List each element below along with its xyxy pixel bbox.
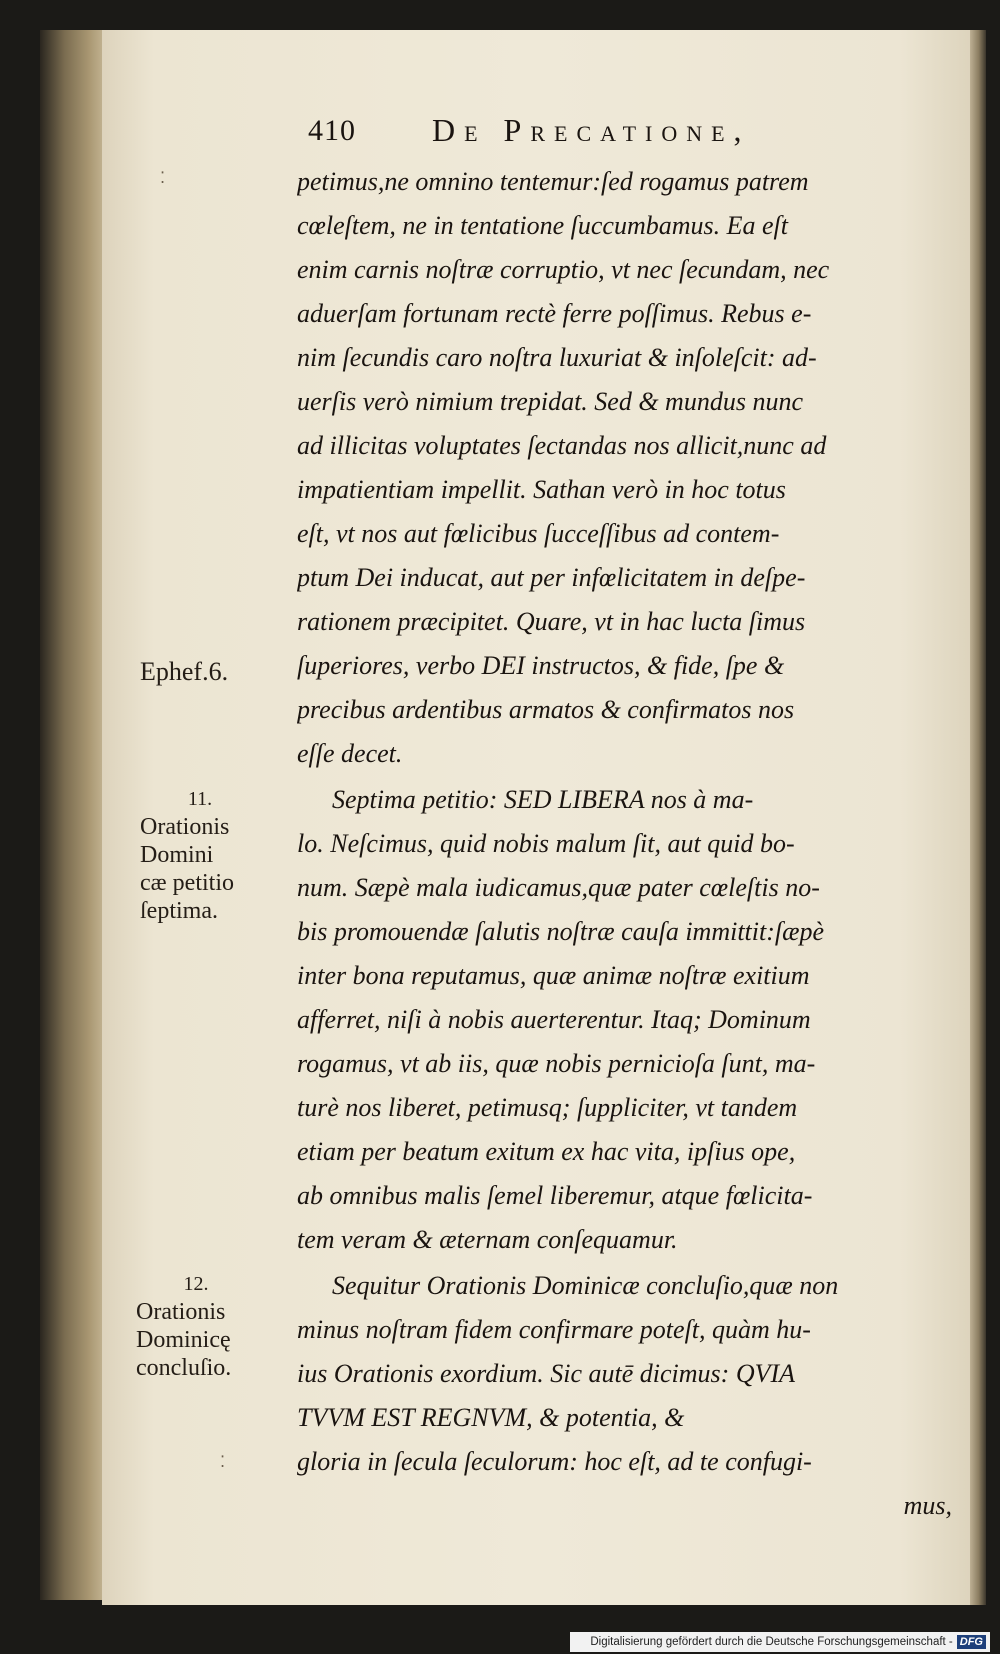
text-line: ab omnibus malis ſemel liberemur, atque fœlicita- [297,1181,813,1210]
margin-note-line: Domini [140,842,214,868]
margin-note-number: 11. [187,788,213,810]
text-line: gloria in ſecula ſeculorum: hoc eſt, ad te confugi- [297,1447,812,1476]
scan-edge-left [40,30,110,1600]
margin-note-11 [140,785,270,925]
margin-mark: ⁚ [220,1454,226,1471]
text-line: eſt, vt nos aut fœlicibus ſucceſſibus ad contem- [297,519,780,548]
margin-note-line: Orationis [136,1299,226,1325]
margin-note-12 [136,1270,266,1382]
text-line: eſſe decet. [297,739,403,768]
text-line: inter bona reputamus, quæ animæ noſtræ exitium [297,961,810,990]
catchword: mus, [903,1491,952,1520]
text-line: nim ſecundis caro noſtra luxuriat & inſoleſcit: ad- [297,343,817,372]
text-line: impatientiam impellit. Sathan verò in hoc totus [297,475,786,504]
digitization-credit [570,1632,990,1652]
text-line: num. Sæpè mala iudicamus,quæ pater cœleſtis no- [297,873,820,902]
dfg-logo: DFG [957,1635,986,1649]
margin-note-ephes: Ephef.6. [140,657,229,686]
text-line: aduerſam fortunam rectè ferre poſſimus. Rebus e- [297,299,812,328]
margin-note-line: Orationis [140,814,230,840]
text-line: etiam per beatum exitum ex hac vita, ipſius ope, [297,1137,796,1166]
text-line: turè nos liberet, petimusq; ſuppliciter, vt tandem [297,1093,798,1122]
text-line: ad illicitas voluptates ſectandas nos allicit,nunc ad [297,431,827,460]
text-line: afferret, niſi à nobis auerterentur. Itaq; Dominum [297,1005,811,1034]
text-line: lo. Neſcimus, quid nobis malum ſit, aut quid bo- [297,829,795,858]
text-line: cœleſtem, ne in tentatione ſuccumbamus. Ea eſt [297,211,788,240]
text-line: TVVM EST REGNVM, & potentia, & [297,1403,685,1432]
text-line: uerſis verò nimium trepidat. Sed & mundus nunc [297,387,803,416]
scan-edge-right [968,30,986,1605]
text-line: rogamus, vt ab iis, quæ nobis pernicioſa ſunt, ma- [297,1049,816,1078]
text-line: minus noſtram fidem confirmare poteſt, quàm hu- [297,1315,811,1344]
margin-mark: ⁚ [160,170,166,187]
running-head: De Precatione, [432,112,751,148]
text-line: enim carnis noſtræ corruptio, vt nec ſecundam, nec [297,255,830,284]
text-line: precibus ardentibus armatos & confirmatos nos [297,695,795,724]
book-page [102,30,970,1605]
margin-note-line: cæ petitio [140,870,234,896]
margin-note-line: concluſio. [136,1355,232,1381]
text-line: ptum Dei inducat, aut per infœlicitatem in deſpe- [297,563,806,592]
text-line: ſuperiores, verbo DEI instructos, & fide, ſpe & [297,651,785,680]
margin-note-line: ſeptima. [140,898,218,924]
margin-note-line: Dominicę [136,1327,231,1353]
text-line: bis promouendæ ſalutis noſtræ cauſa immittit:ſæpè [297,917,824,946]
text-line: Sequitur Orationis Dominicæ concluſio,quæ non [332,1271,839,1300]
text-line: Septima petitio: SED LIBERA nos à ma- [332,785,754,814]
page-number: 410 [308,114,356,147]
text-line: tem veram & æternam conſequamur. [297,1225,678,1254]
margin-note-number: 12. [183,1273,209,1295]
text-line: rationem præcipitet. Quare, vt in hac lucta ſimus [297,607,806,636]
text-line: petimus,ne omnino tentemur:ſed rogamus patrem [297,167,809,196]
credit-text: Digitalisierung gefördert durch die Deutsche Forschungsgemeinschaft - [590,1636,953,1648]
page-header [102,112,970,162]
text-line: ius Orationis exordium. Sic autē dicimus: QVIA [297,1359,796,1388]
